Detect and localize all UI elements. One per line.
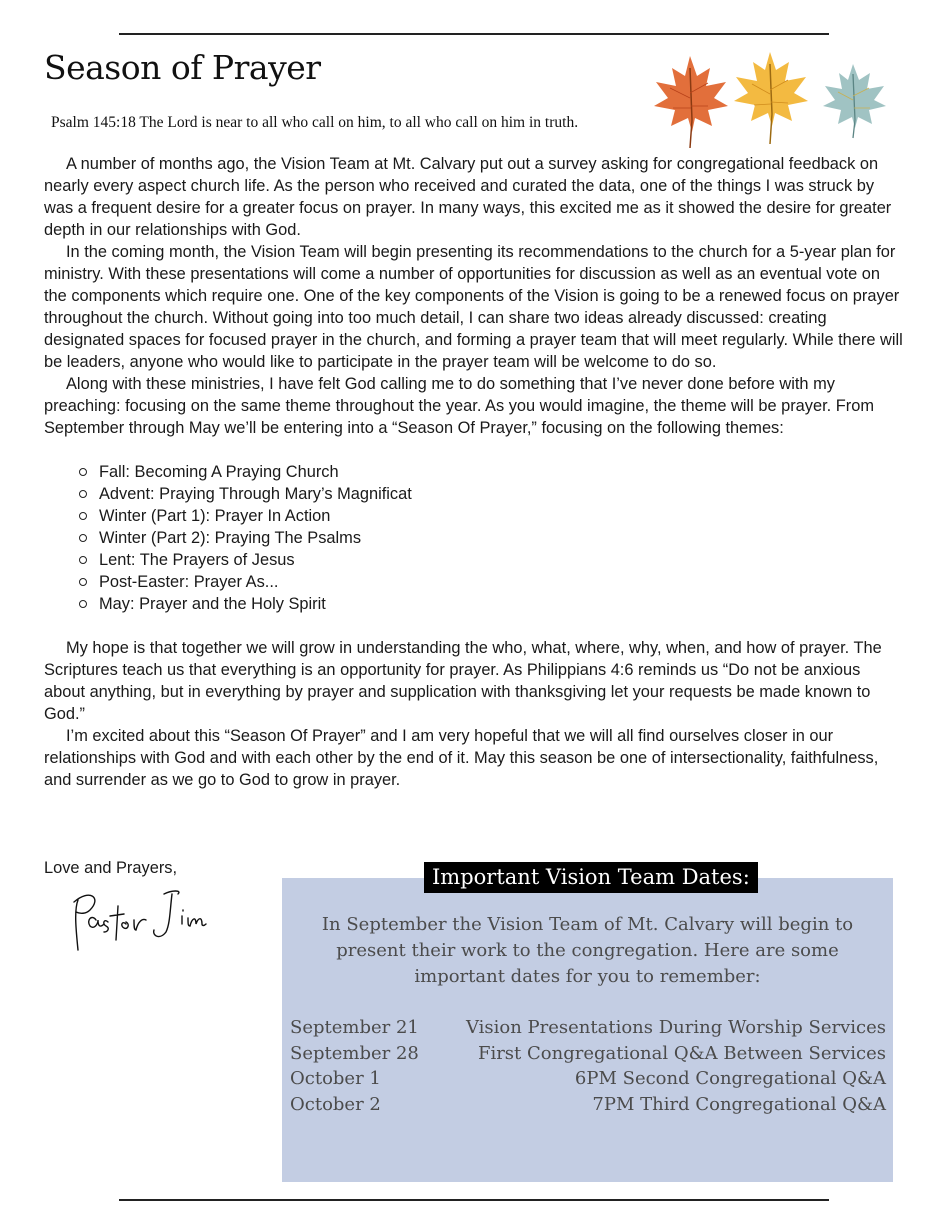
top-divider: [119, 33, 829, 35]
maple-leaf-teal-icon: [823, 64, 886, 138]
vision-dates-table: [290, 1015, 886, 1117]
date-label: September 28: [290, 1042, 419, 1064]
event-label: 7PM Third Congregational Q&A: [592, 1093, 886, 1115]
event-label: 6PM Second Congregational Q&A: [574, 1068, 886, 1089]
date-row: [290, 1015, 886, 1041]
date-label: September 21: [290, 1017, 419, 1038]
list-item: Post-Easter: Prayer As...: [99, 571, 904, 593]
maple-leaf-orange-icon: [654, 56, 728, 148]
paragraph: Along with these ministries, I have felt God calling me to do something that I’ve never done before with my preaching: focusing on the same theme throughout the year. As you would imagine, the theme will be prayer. From September through May we’ll be entering into a “Season Of Prayer,” focusing on the following themes:: [44, 375, 875, 437]
date-label: October 2: [290, 1093, 381, 1115]
list-item: May: Prayer and the Holy Spirit: [99, 593, 904, 615]
letter-body: [44, 153, 904, 791]
date-label: October 1: [290, 1068, 381, 1089]
page-title: Season of Prayer: [44, 48, 321, 87]
date-row: [290, 1041, 886, 1067]
bottom-divider: [119, 1199, 829, 1201]
paragraph: I’m excited about this “Season Of Prayer” and I am very hopeful that we will all find ourselves closer in our relationships with God and with each other by the end of it. May this season be one of intersectionality, faithfulness, and surrender as we go to God to grow in prayer.: [44, 727, 879, 789]
paragraph: A number of months ago, the Vision Team at Mt. Calvary put out a survey asking for congregational feedback on nearly every aspect church life. As the person who received and curated the data, one of the things I was struck by was a frequent desire for a greater focus on prayer. In many ways, this excited me as it showed the desire for greater depth in our relationships with God.: [44, 155, 892, 239]
list-item: Lent: The Prayers of Jesus: [99, 549, 904, 571]
signature-image: [60, 880, 220, 960]
themes-list: [44, 461, 904, 615]
list-item: Winter (Part 2): Praying The Psalms: [99, 527, 904, 549]
list-item: Advent: Praying Through Mary’s Magnificat: [99, 483, 904, 505]
maple-leaf-yellow-icon: [734, 52, 808, 144]
date-row: [290, 1066, 886, 1092]
scripture-verse: Psalm 145:18 The Lord is near to all who call on him, to all who call on him in truth.: [51, 114, 579, 131]
list-item: Fall: Becoming A Praying Church: [99, 461, 904, 483]
vision-dates-intro: In September the Vision Team of Mt. Calvary will begin to present their work to the congregation. Here are some important dates for you to remember:: [321, 914, 854, 987]
paragraph: My hope is that together we will grow in understanding the who, what, where, why, when, and how of prayer. The Scriptures teach us that everything is an opportunity for prayer. As Philippians 4:6 reminds us “Do not be anxious about anything, but in everything by prayer and supplication with thanksgiving let your requests be made known to God.”: [44, 639, 882, 723]
vision-dates-heading: Important Vision Team Dates:: [424, 862, 758, 893]
signoff: Love and Prayers,: [44, 859, 178, 877]
paragraph: In the coming month, the Vision Team will begin presenting its recommendations to the church for a 5-year plan for ministry. With these presentations will come a number of opportunities for discussion as well as an eventual vote on the components which require one. One of the key components of the Vision is going to be a renewed focus on prayer throughout the church. Without going into too much detail, I can share two ideas already discussed: creating designated spaces for focused prayer in the church, and forming a prayer team that will meet regularly. While there will be leaders, anyone who would like to participate in the prayer team will be welcome to do so.: [44, 243, 903, 371]
date-row: [290, 1092, 886, 1118]
list-item: Winter (Part 1): Prayer In Action: [99, 505, 904, 527]
event-label: First Congregational Q&A Between Services: [477, 1042, 886, 1064]
event-label: Vision Presentations During Worship Services: [465, 1017, 886, 1038]
autumn-leaves-decoration: [648, 48, 898, 152]
